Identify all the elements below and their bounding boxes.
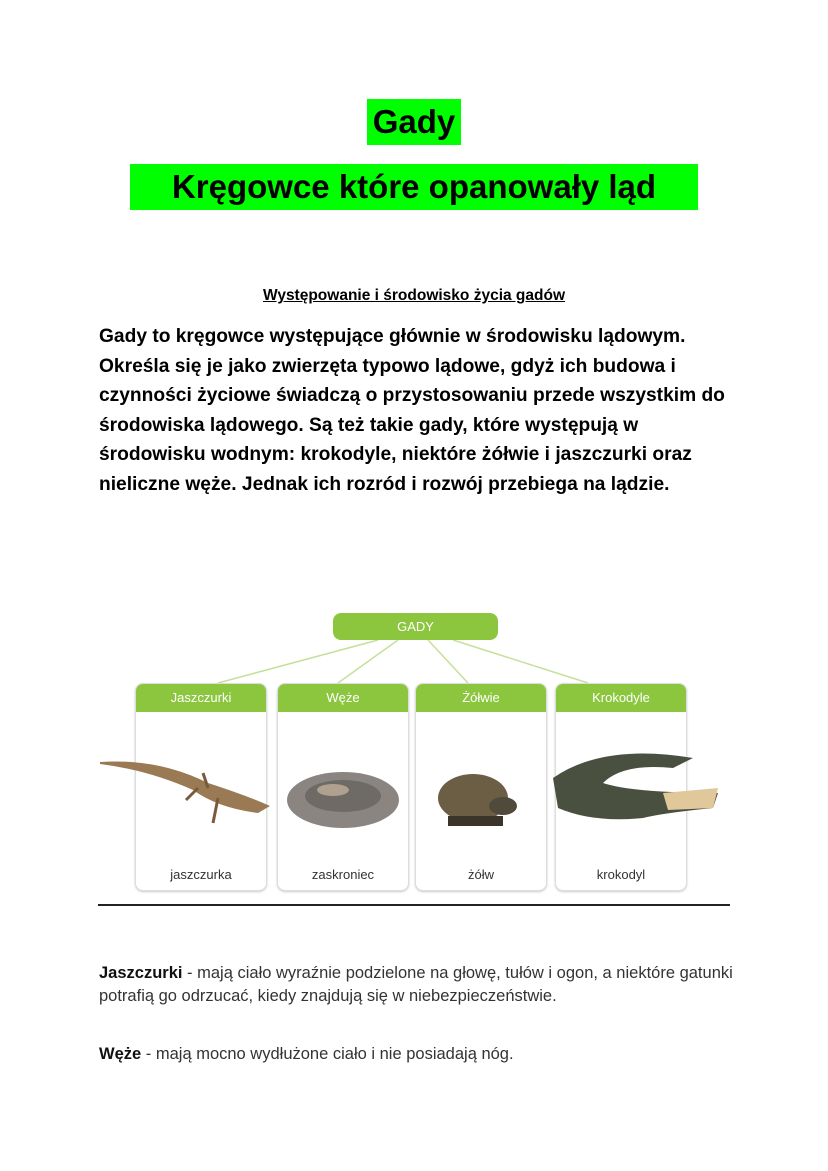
- title: Gady: [367, 99, 461, 145]
- intro-paragraph: Gady to kręgowce występujące głównie w środowisku lądowym. Określa się je jako zwierzęta typowo lądowe, gdyż ich budowa i czynności życiowe świadczą o przystosowaniu przede wszystkim do środowiska lądowego. Są też takie gady, które występują w środowisku wodnym: krokodyle, niektóre żółwie i jaszczurki oraz nieliczne węże. Jednak ich rozród i rozwój przebiega na lądzie.: [99, 326, 725, 495]
- description-weze: [99, 1043, 739, 1066]
- example-label: zaskroniec: [311, 867, 375, 882]
- definition: - mają mocno wydłużone ciało i nie posiadają nóg.: [141, 1045, 514, 1063]
- lizard-image: [98, 748, 273, 838]
- subtitle: Kręgowce które opanowały ląd: [130, 164, 698, 210]
- example-label: żółw: [467, 867, 494, 882]
- group-label: Krokodyle: [556, 684, 686, 712]
- group-label: Węże: [278, 684, 408, 712]
- grass-snake-image: [283, 758, 403, 833]
- example-label: jaszczurka: [170, 867, 232, 882]
- crocodile-image: [543, 738, 723, 848]
- term: Węże: [99, 1045, 142, 1063]
- reptile-classification-diagram: [98, 608, 730, 898]
- root-node: GADY: [333, 613, 498, 640]
- group-label: Jaszczurki: [136, 684, 266, 712]
- term: Jaszczurki: [99, 964, 183, 982]
- group-label: Żółwie: [416, 684, 546, 712]
- example-label: krokodyl: [596, 867, 646, 882]
- turtle-image: [423, 768, 533, 838]
- definition: - mają ciało wyraźnie podzielone na głowę, tułów i ogon, a niektóre gatunki potrafią go odrzucać, kiedy znajdują się w niebezpieczeństwie.: [99, 964, 733, 1005]
- divider: [98, 904, 730, 906]
- section-heading: Występowanie i środowisko życia gadów: [262, 287, 566, 304]
- description-jaszczurki: [99, 962, 739, 1008]
